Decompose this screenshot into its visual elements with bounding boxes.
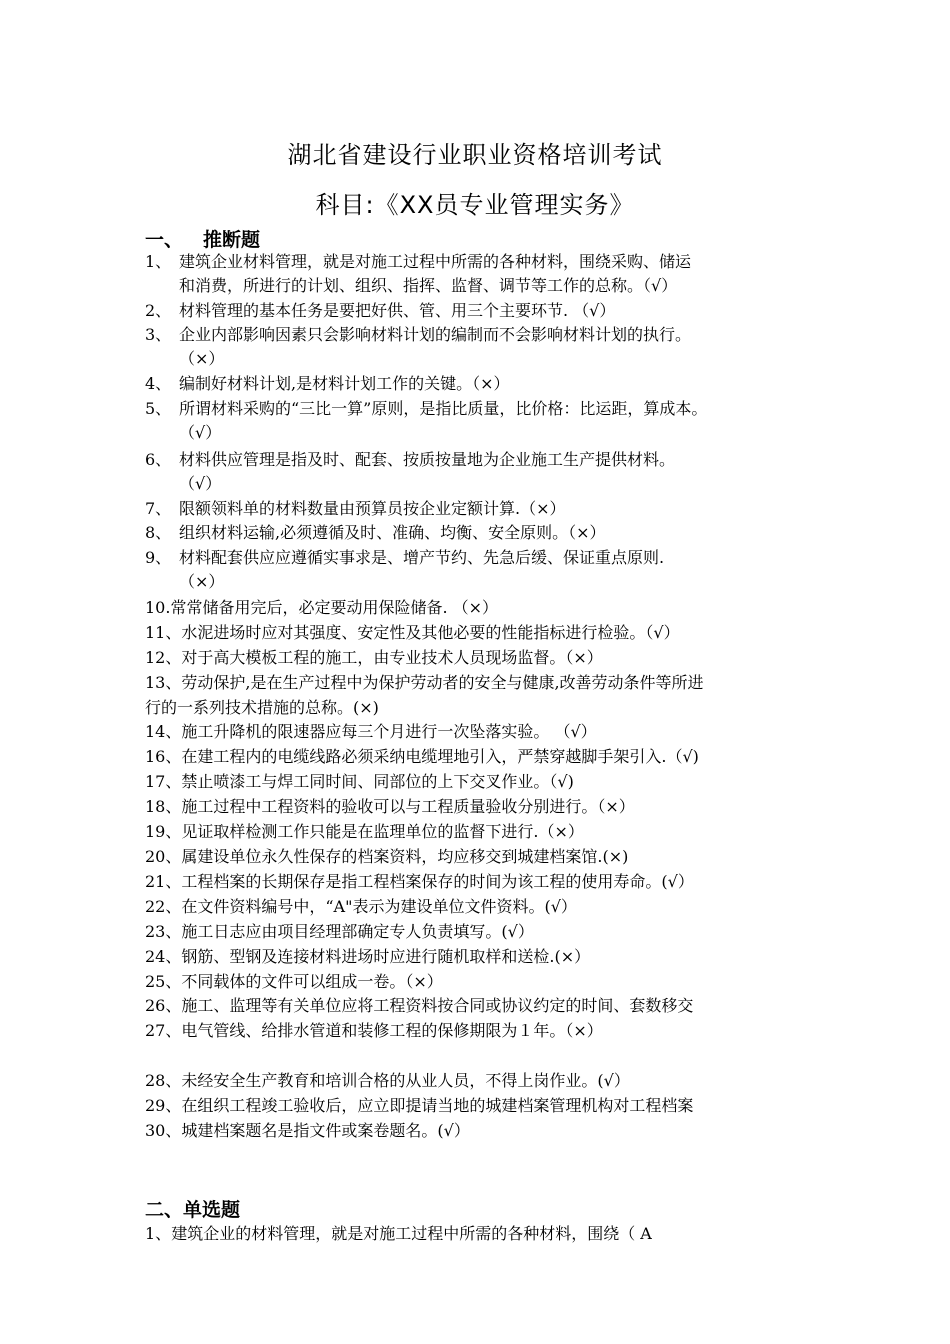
- item-number: 22、: [145, 897, 182, 916]
- item-number: 3、: [145, 325, 172, 344]
- item-number: 9、: [145, 548, 172, 567]
- item-number: 5、: [145, 399, 172, 418]
- item-text: 禁止喷漆工与焊工同时间、同部位的上下交叉作业。（√): [181, 772, 574, 791]
- item-number: 13、: [145, 673, 182, 692]
- item-text-cont: （√）: [179, 474, 222, 493]
- item-text: 施工过程中工程资料的验收可以与工程质量验收分别进行。（×）: [181, 797, 635, 816]
- item-text: 对于高大模板工程的施工，由专业技术人员现场监督。（×）: [181, 648, 603, 667]
- item-number: 2、: [145, 301, 172, 320]
- list-item: [145, 1019, 815, 1043]
- list-item: [145, 497, 815, 521]
- list-item: [145, 546, 815, 594]
- item-number: 8、: [145, 523, 172, 542]
- item-number: 12、: [145, 648, 182, 667]
- list-item: [145, 596, 815, 620]
- item-number: 21、: [145, 872, 182, 891]
- list-item: [145, 920, 815, 944]
- item-text: 不同载体的文件可以组成一卷。（×）: [181, 972, 443, 991]
- item-number: 4、: [145, 374, 172, 393]
- list-item: [145, 646, 815, 670]
- list-item: [145, 521, 815, 545]
- item-text: 所谓材料采购的“三比一算”原则，是指比质量，比价格：比运距，算成本。: [179, 399, 708, 418]
- item-number: 16、: [145, 747, 182, 766]
- item-text: 在文件资料编号中，“A"表示为建设单位文件资料。(√）: [181, 897, 577, 916]
- section-number: 一、: [145, 229, 184, 251]
- item-number: 11、: [145, 623, 182, 642]
- list-item-continuation: [145, 696, 815, 720]
- list-item: [145, 1069, 815, 1093]
- list-item: [145, 448, 815, 496]
- list-item: [145, 820, 815, 844]
- item-number: 27、: [145, 1021, 182, 1040]
- item-text: 施工升降机的限速器应每三个月进行一次坠落实验。 （√）: [181, 722, 597, 741]
- item-text: 水泥进场时应对其强度、安定性及其他必要的性能指标进行检验。（√）: [181, 623, 680, 642]
- list-item: [145, 994, 815, 1018]
- item-text: 施工日志应由项目经理部确定专人负责填写。(√）: [181, 922, 534, 941]
- list-item: [145, 870, 815, 894]
- item-text: 钢筋、型钢及连接材料进场时应进行随机取样和送检.(×）: [181, 947, 591, 966]
- list-item: [145, 895, 815, 919]
- item-text: 在建工程内的电缆线路必须采纳电缆埋地引入，严禁穿越脚手架引入.（√): [181, 747, 699, 766]
- item-number: 7、: [145, 499, 172, 518]
- item-number: 1、: [145, 252, 172, 271]
- item-text: 见证取样检测工作只能是在监理单位的监督下进行.（×）: [181, 822, 584, 841]
- item-text: 建筑企业材料管理，就是对施工过程中所需的各种材料，围绕采购、储运: [179, 252, 692, 271]
- item-text: 材料管理的基本任务是要把好供、管、用三个主要环节. （√）: [179, 301, 616, 320]
- list-item: [145, 1119, 815, 1143]
- item-number: 10.: [145, 598, 171, 617]
- list-item: [145, 745, 815, 769]
- list-item: [145, 720, 815, 744]
- list-item: [145, 1222, 815, 1246]
- document-subtitle: 科目:《XX员专业管理实务》: [315, 191, 635, 219]
- item-number: 6、: [145, 450, 172, 469]
- section-heading-judgment: [145, 225, 260, 252]
- item-text-cont: （√）: [179, 423, 222, 442]
- item-text: 城建档案题名是指文件或案卷题名。(√）: [181, 1121, 470, 1140]
- item-number: 29、: [145, 1096, 182, 1115]
- item-number: 28、: [145, 1071, 182, 1090]
- list-item: [145, 621, 815, 645]
- item-text: 建筑企业的材料管理，就是对施工过程中所需的各种材料，围绕（ A: [171, 1224, 652, 1243]
- item-text-cont: 行的一系列技术措施的总称。(×): [145, 698, 379, 717]
- item-number: 14、: [145, 722, 182, 741]
- section-label: 推断题: [203, 229, 261, 251]
- item-text: 在组织工程竣工验收后，应立即提请当地的城建档案管理机构对工程档案: [181, 1096, 694, 1115]
- item-text: 未经安全生产教育和培训合格的从业人员，不得上岗作业。(√）: [181, 1071, 630, 1090]
- list-item: [145, 970, 815, 994]
- list-item: [145, 323, 815, 371]
- item-number: 23、: [145, 922, 182, 941]
- list-item: [145, 1094, 815, 1118]
- item-number: 19、: [145, 822, 182, 841]
- item-text: 劳动保护,是在生产过程中为保护劳动者的安全与健康,改善劳动条件等所进: [181, 673, 704, 692]
- item-text-cont: （×）: [179, 572, 225, 591]
- list-item: [145, 845, 815, 869]
- item-number: 24、: [145, 947, 182, 966]
- list-item: [145, 397, 815, 445]
- section-number: 二、: [145, 1199, 184, 1221]
- item-text: 施工、监理等有关单位应将工程资料按合同或协议约定的时间、套数移交: [181, 996, 694, 1015]
- list-item: [145, 372, 815, 396]
- list-item: [145, 795, 815, 819]
- item-text: 工程档案的长期保存是指工程档案保存的时间为该工程的使用寿命。(√）: [181, 872, 694, 891]
- item-text: 限额领料单的材料数量由预算员按企业定额计算.（×）: [179, 499, 566, 518]
- item-text: 属建设单位永久性保存的档案资料，均应移交到城建档案馆.(×): [181, 847, 629, 866]
- item-text: 编制好材料计划,是材料计划工作的关键。（×）: [179, 374, 510, 393]
- item-text-cont: 和消费，所进行的计划、组织、指挥、监督、调节等工作的总称。（√）: [179, 276, 678, 295]
- item-text: 电气管线、给排水管道和装修工程的保修期限为１年。（×）: [181, 1021, 603, 1040]
- item-number: 18、: [145, 797, 182, 816]
- list-item: [145, 770, 815, 794]
- item-number: 17、: [145, 772, 182, 791]
- list-item: [145, 1169, 815, 1193]
- item-text: 常常储备用完后，必定要动用保险储备. （×）: [170, 598, 499, 617]
- item-number: 30、: [145, 1121, 182, 1140]
- list-item: [145, 945, 815, 969]
- section-heading-single-choice: [145, 1195, 240, 1222]
- list-item: [145, 250, 815, 298]
- item-text: 材料配套供应应遵循实事求是、增产节约、先急后缓、保证重点原则.: [179, 548, 665, 567]
- item-number: 25、: [145, 972, 182, 991]
- item-number: 26、: [145, 996, 182, 1015]
- item-text: 企业内部影响因素只会影响材料计划的编制而不会影响材料计划的执行。: [179, 325, 692, 344]
- item-text-cont: （×）: [179, 349, 225, 368]
- item-text: 材料供应管理是指及时、配套、按质按量地为企业施工生产提供材料。: [179, 450, 676, 469]
- section-label: 单选题: [183, 1199, 241, 1221]
- document-title: 湖北省建设行业职业资格培训考试: [287, 141, 663, 169]
- list-item: [145, 299, 815, 323]
- item-number: 20、: [145, 847, 182, 866]
- item-text: 组织材料运输,必须遵循及时、准确、均衡、安全原则。（×）: [179, 523, 606, 542]
- list-item: [145, 671, 815, 695]
- item-number: 1、: [145, 1224, 172, 1243]
